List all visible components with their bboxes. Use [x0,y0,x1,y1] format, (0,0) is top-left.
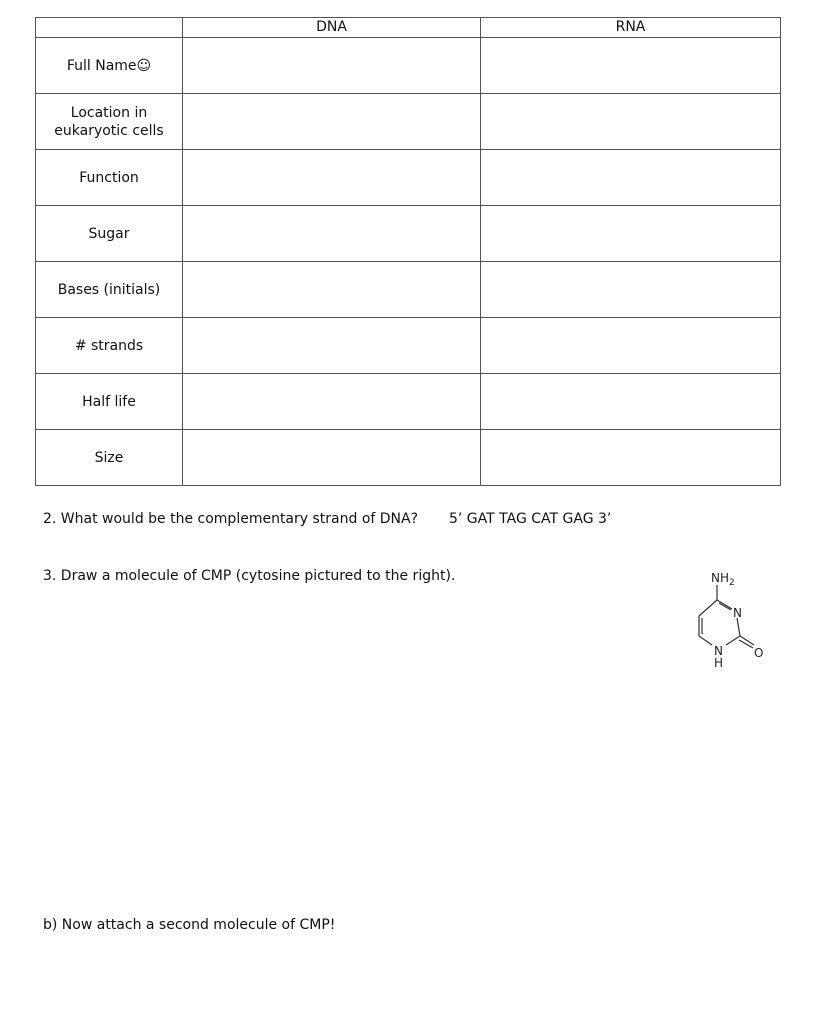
table-row [36,150,781,206]
table-row [36,206,781,262]
dna-full-name-cell[interactable] [183,38,481,94]
cytosine-bonds [699,585,754,648]
dna-function-cell[interactable] [183,150,481,206]
dna-sequence: 5’ GAT TAG CAT GAG 3’ [449,511,612,527]
rna-function-cell[interactable] [481,150,781,206]
row-label-size: Size [36,430,183,486]
row-label-location: Location in eukaryotic cells [36,94,183,150]
row-label-function: Function [36,150,183,206]
question-3-prompt: 3. Draw a molecule of CMP (cytosine pictured to the right). [43,568,456,584]
rna-size-cell[interactable] [481,430,781,486]
table-row [36,262,781,318]
row-label-sugar: Sugar [36,206,183,262]
nh2-label: $NH_2$ [711,571,735,588]
cytosine-structure-figure [690,566,780,674]
dna-strands-cell[interactable] [183,318,481,374]
rna-location-cell[interactable] [481,94,781,150]
question-2-prompt: 2. What would be the complementary strand of DNA? [43,511,419,527]
ring-nitrogen-label: N [733,606,742,620]
dna-bases-cell[interactable] [183,262,481,318]
table-corner-cell [36,18,183,38]
table-row [36,318,781,374]
oxygen-label: O [754,646,764,660]
column-header-dna: DNA [183,18,481,38]
dna-location-cell[interactable] [183,94,481,150]
row-label-half-life: Half life [36,374,183,430]
rna-half-life-cell[interactable] [481,374,781,430]
table-header-row [36,18,781,38]
dna-size-cell[interactable] [183,430,481,486]
dna-half-life-cell[interactable] [183,374,481,430]
row-label-strands: # strands [36,318,183,374]
dna-rna-comparison-table [35,17,781,486]
question-3b-prompt: b) Now attach a second molecule of CMP! [43,917,336,933]
rna-strands-cell[interactable] [481,318,781,374]
row-label-bases: Bases (initials) [36,262,183,318]
table-row [36,430,781,486]
rna-full-name-cell[interactable] [481,38,781,94]
table-row [36,94,781,150]
rna-bases-cell[interactable] [481,262,781,318]
dna-sugar-cell[interactable] [183,206,481,262]
table-row [36,38,781,94]
table-row [36,374,781,430]
ring-nitrogen-bottom-label: N [714,644,723,658]
hydrogen-label: H [714,656,724,670]
column-header-rna: RNA [481,18,781,38]
rna-sugar-cell[interactable] [481,206,781,262]
row-label-full-name: Full Name☺ [36,38,183,94]
